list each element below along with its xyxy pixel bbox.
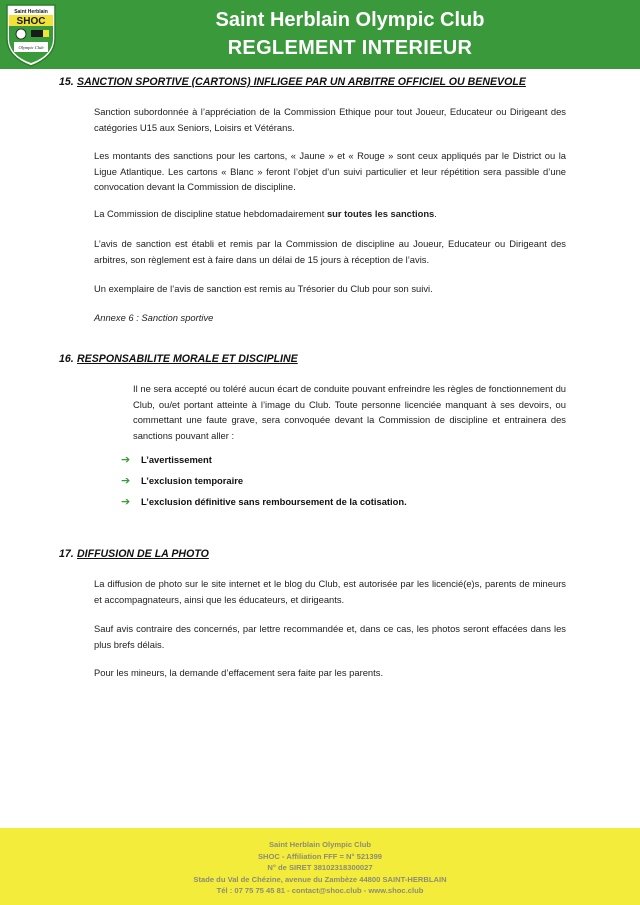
- footer-affiliation: SHOC - Affiliation FFF = N° 521399: [257, 851, 383, 861]
- page-header: [0, 0, 640, 69]
- section-title: DIFFUSION DE LA PHOTO: [77, 548, 209, 560]
- bullet-text: L’exclusion définitive sans remboursement de la cotisation.: [141, 496, 407, 507]
- page-footer: [0, 828, 640, 905]
- club-name: Saint Herblain Olympic Club: [215, 9, 485, 31]
- s15-paragraph-2: Les montants des sanctions pour les cartons, « Jaune » et « Rouge » sont ceux appliqués par le District ou la Ligue Atlantique. Les cartons « Blanc » feront l’objet d’un suivi particulier et leur répétition sera passible d’une convocation devant la Commission de discipline.: [94, 150, 566, 192]
- section-number: 16.: [59, 353, 74, 365]
- s15-p3-text: La Commission de discipline statue hebdomadairement: [94, 208, 327, 219]
- footer-siret: N° de SIRET 38102318300027: [267, 863, 373, 872]
- s15-paragraph-3: [94, 206, 566, 222]
- logo-text-top: Saint Herblain: [14, 9, 48, 15]
- section-16-heading: [59, 353, 298, 365]
- arrow-right-icon: ➔: [121, 454, 131, 466]
- s17-paragraph-3: Pour les mineurs, la demande d’effacement sera faite par les parents.: [94, 667, 384, 678]
- footer-address: Stade du Val de Chézine, avenue du Zambèze 44800 SAINT-HERBLAIN: [193, 874, 447, 884]
- section-title: SANCTION SPORTIVE (CARTONS) INFLIGEE PAR UN ARBITRE OFFICIEL OU BENEVOLE: [77, 76, 526, 88]
- bullet-text: L’exclusion temporaire: [141, 475, 244, 486]
- s15-paragraph-1: Sanction subordonnée à l’appréciation de la Commission Ethique pour tout Joueur, Educateur ou Dirigeant des catégories U15 aux Seniors, Loisirs et Vétérans.: [94, 106, 566, 133]
- bullet-item: [121, 474, 243, 487]
- section-number: 15.: [59, 76, 74, 88]
- logo-text-bottom: Olympic Club: [18, 45, 44, 50]
- footer-contact: Tél : 07 75 75 45 81 - contact@shoc.club - www.shoc.club: [216, 886, 424, 895]
- s15-p3-emphasis: sur toutes les sanctions: [326, 208, 435, 219]
- section-15-heading: [59, 76, 526, 88]
- section-17-heading: [59, 548, 209, 560]
- logo-text-main: SHOC: [16, 16, 46, 27]
- s16-paragraph-1: Il ne sera accepté ou toléré aucun écart de conduite pouvant enfreindre les règles de fonctionnement du Club, ou/et portant atteinte à l’image du Club. Toute personne licenciée manquant à ses devoirs, ou commettant une faute grave, sera convoquée devant la Commission de discipline et entrainera des sanctions pouvant aller :: [133, 383, 566, 441]
- s15-paragraph-4: L’avis de sanction est établi et remis par la Commission de discipline au Joueur, Educateur ou Dirigeant des arbitres, son règlement est à faire dans un délai de 15 jours à réception de l’avis.: [94, 238, 566, 265]
- footer-club-name: Saint Herblain Olympic Club: [268, 840, 372, 849]
- bullet-item: [121, 453, 212, 466]
- club-logo: [4, 3, 58, 67]
- s15-p3-end: .: [434, 208, 437, 219]
- bullet-item: [121, 495, 407, 508]
- bullet-text: L’avertissement: [141, 454, 212, 465]
- s17-paragraph-2: Sauf avis contraire des concernés, par lettre recommandée et, dans ce cas, les photos seront effacées dans les plus brefs délais.: [94, 623, 566, 650]
- section-title: RESPONSABILITE MORALE ET DISCIPLINE: [77, 353, 298, 365]
- s15-paragraph-5: Un exemplaire de l’avis de sanction est remis au Trésorier du Club pour son suivi.: [94, 283, 433, 294]
- arrow-right-icon: ➔: [121, 496, 131, 508]
- document-title: REGLEMENT INTERIEUR: [227, 37, 473, 59]
- s17-paragraph-1: La diffusion de photo sur le site internet et le blog du Club, est autorisée par les licencié(e)s, parents de mineurs et accompagnateurs, ainsi que les éducateurs, et dirigeants.: [94, 578, 566, 605]
- section-number: 17.: [59, 548, 74, 560]
- arrow-right-icon: ➔: [121, 475, 131, 487]
- s15-annex-note: Annexe 6 : Sanction sportive: [94, 312, 214, 323]
